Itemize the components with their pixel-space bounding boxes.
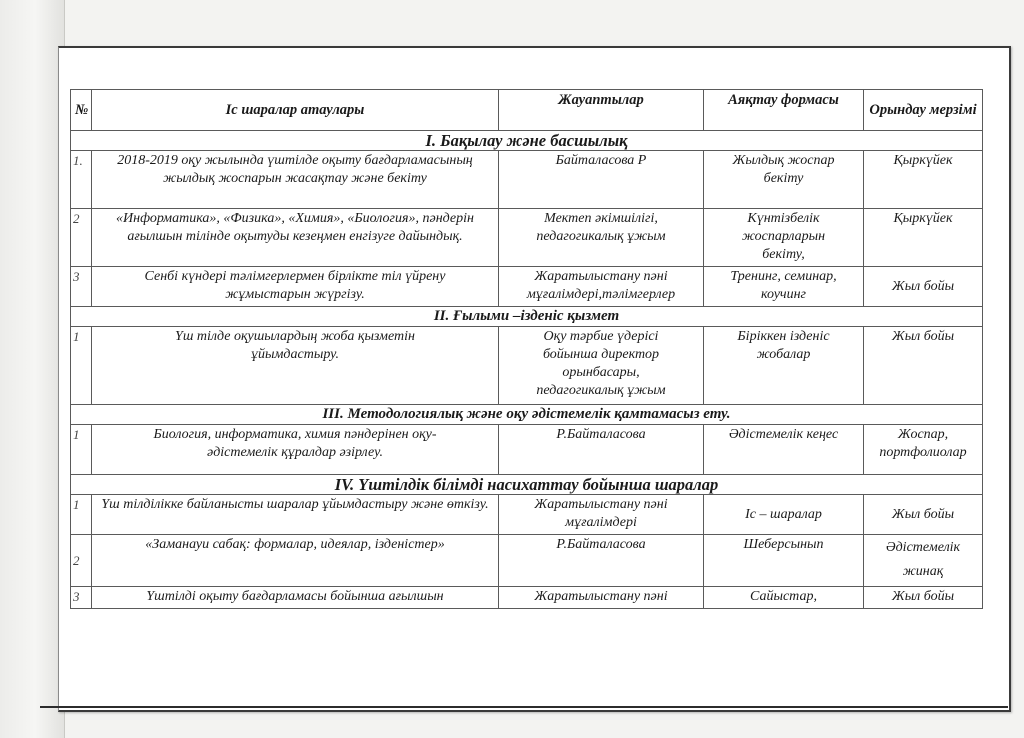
row-deadline: Жыл бойы: [864, 495, 983, 535]
row-completion: Тренинг, семинар, коучинг: [704, 267, 864, 307]
page-bottom-edge: [40, 706, 1008, 708]
row-completion: Шеберсынып: [704, 535, 864, 587]
row-number: 3: [71, 267, 92, 307]
table-header-row: [71, 90, 983, 131]
row-completion: Күнтізбелік жоспарларын бекіту,: [704, 209, 864, 267]
section-title-row: [71, 405, 983, 425]
row-deadline: Жыл бойы: [864, 267, 983, 307]
table-row: [71, 151, 983, 209]
header-event: Іс шаралар атаулары: [92, 90, 499, 131]
row-event: «Информатика», «Физика», «Химия», «Биология», пәндерін ағылшын тілінде оқытуды кезеңмен енгізуге дайындық.: [92, 209, 499, 267]
section-title: IV. Үштілдік білімді насихаттау бойынша шаралар: [71, 475, 983, 495]
row-event: Үш тілде оқушылардың жоба қызметін ұйымдастыру.: [92, 327, 499, 405]
row-completion: Іс – шаралар: [704, 495, 864, 535]
section-title-row: [71, 131, 983, 151]
section-title: І. Бақылау және басшылық: [71, 131, 983, 151]
row-responsible: Жаратылыстану пәні мұғалімдері,тәлімгерлер: [499, 267, 704, 307]
section-title-row: [71, 475, 983, 495]
plan-table: [70, 89, 983, 609]
row-event: «Заманауи сабақ: формалар, идеялар, ізденістер»: [92, 535, 499, 587]
row-deadline: Жыл бойы: [864, 587, 983, 609]
row-completion: Біріккен ізденіс жобалар: [704, 327, 864, 405]
row-responsible: Р.Байталасова: [499, 425, 704, 475]
section-title-row: [71, 307, 983, 327]
section-title: ІІ. Ғылыми –ізденіс қызмет: [71, 307, 983, 327]
row-event: 2018-2019 оқу жылында үштілде оқыту бағдарламасының жылдық жоспарын жасақтау және бекіту: [92, 151, 499, 209]
row-responsible: Байталасова Р: [499, 151, 704, 209]
row-responsible: Мектеп әкімшілігі, педагогикалық ұжым: [499, 209, 704, 267]
row-completion: Сайыстар,: [704, 587, 864, 609]
row-number: 1: [71, 425, 92, 475]
header-responsible: Жауаптылар: [499, 90, 704, 131]
header-deadline: Орындау мерзімі: [864, 90, 983, 131]
row-event: Үштілді оқыту бағдарламасы бойынша ағылшын: [92, 587, 499, 609]
row-completion: Жылдық жоспар бекіту: [704, 151, 864, 209]
row-deadline: Қыркүйек: [864, 209, 983, 267]
row-event: Сенбі күндері тәлімгерлермен бірлікте тіл үйрену жұмыстарын жүргізу.: [92, 267, 499, 307]
row-responsible: Оқу тәрбие үдерісі бойынша директор орынбасары, педагогикалық ұжым: [499, 327, 704, 405]
row-responsible: Жаратылыстану пәні: [499, 587, 704, 609]
row-deadline: Жоспар, портфолиолар: [864, 425, 983, 475]
header-num: №: [71, 90, 92, 131]
table-row: [71, 327, 983, 405]
row-number: 2: [71, 535, 92, 587]
binder-strip: [0, 0, 65, 738]
row-number: 2: [71, 209, 92, 267]
row-event: Биология, информатика, химия пәндерінен оқу-әдістемелік құралдар әзірлеу.: [92, 425, 499, 475]
table-row: [71, 535, 983, 587]
row-deadline: Жыл бойы: [864, 327, 983, 405]
row-responsible: Р.Байталасова: [499, 535, 704, 587]
row-number: 1.: [71, 151, 92, 209]
row-completion: Әдістемелік кеңес: [704, 425, 864, 475]
table-row: [71, 495, 983, 535]
row-number: 1: [71, 327, 92, 405]
table-row: [71, 209, 983, 267]
row-number: 3: [71, 587, 92, 609]
section-title: ІІІ. Методологиялық және оқу әдістемелік қамтамасыз ету.: [71, 405, 983, 425]
table-row: [71, 267, 983, 307]
table-row: [71, 425, 983, 475]
header-completion: Аяқтау формасы: [704, 90, 864, 131]
row-event: Үш тілділікке байланысты шаралар ұйымдастыру және өткізу.: [92, 495, 499, 535]
row-responsible: Жаратылыстану пәні мұғалімдері: [499, 495, 704, 535]
row-deadline: Қыркүйек: [864, 151, 983, 209]
row-deadline: Әдістемелік жинақ: [864, 535, 983, 587]
row-number: 1: [71, 495, 92, 535]
table-row: [71, 587, 983, 609]
